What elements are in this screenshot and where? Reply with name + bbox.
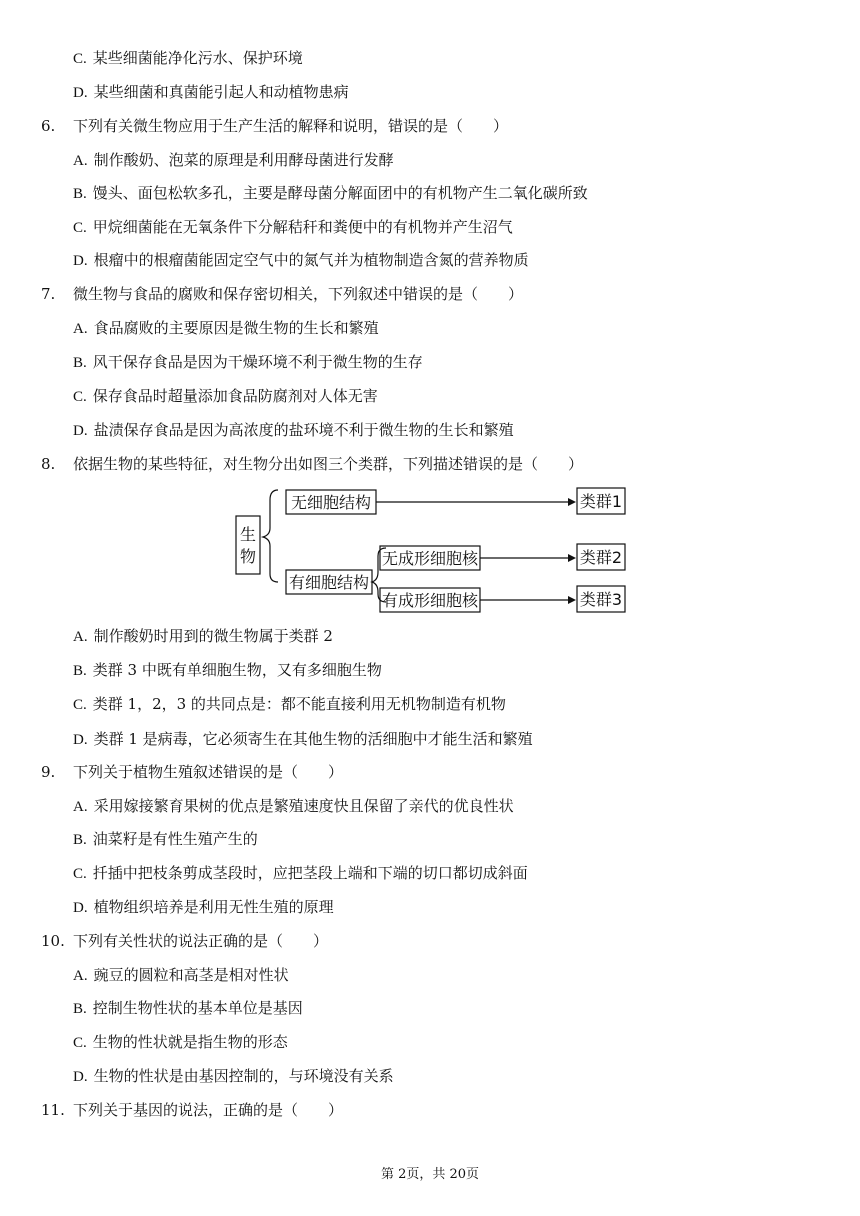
option-line xyxy=(0,48,860,70)
question-number: 10. xyxy=(41,932,65,950)
option-line xyxy=(0,82,860,104)
option xyxy=(73,965,289,986)
root-label-1: 生 xyxy=(239,525,257,544)
option-text: 类群 1 是病毒，它必须寄生在其他生物的活细胞中才能生活和繁殖 xyxy=(93,730,533,748)
option-text: 风干保存食品是因为干燥环境不利于微生物的生存 xyxy=(92,353,423,371)
option-text: 生物的性状是由基因控制的，与环境没有关系 xyxy=(93,1067,394,1085)
option-line xyxy=(0,420,860,442)
option-text: 采用嫁接繁育果树的优点是繁殖速度快且保留了亲代的优良性状 xyxy=(93,797,514,815)
option-line xyxy=(0,998,860,1020)
question-text: 下列关于植物生殖叙述错误的是（ ） xyxy=(73,763,344,781)
option xyxy=(73,150,394,171)
question-line xyxy=(0,1100,860,1122)
option-letter: C. xyxy=(73,389,87,405)
option-letter: D. xyxy=(73,85,88,101)
option xyxy=(73,318,379,339)
group1-label: 类群1 xyxy=(579,492,623,511)
question-number: 8. xyxy=(41,455,56,473)
option-letter: C. xyxy=(73,697,87,713)
option-line xyxy=(0,318,860,340)
option-line xyxy=(0,352,860,374)
option-line xyxy=(0,150,860,172)
option-line xyxy=(0,386,860,408)
option-line xyxy=(0,829,860,851)
option-text: 某些细菌能净化污水、保护环境 xyxy=(92,49,303,67)
option-line xyxy=(0,183,860,205)
no-nucleus-label: 无成形细胞核 xyxy=(381,549,479,568)
question-number: 6. xyxy=(41,117,56,135)
option-text: 类群 1，2，3 的共同点是：都不能直接利用无机物制造有机物 xyxy=(92,695,506,713)
question-number: 11. xyxy=(41,1101,65,1119)
option xyxy=(73,897,334,918)
question-line xyxy=(0,454,860,476)
option-letter: A. xyxy=(73,968,88,984)
option-letter: B. xyxy=(73,186,87,202)
question-line xyxy=(0,762,860,784)
classification-diagram xyxy=(230,482,630,622)
option-text: 甲烷细菌能在无氧条件下分解秸秆和粪便中的有机物并产生沼气 xyxy=(92,218,513,236)
option-letter: A. xyxy=(73,321,88,337)
option-letter: D. xyxy=(73,1069,88,1085)
option-letter: D. xyxy=(73,423,88,439)
option-letter: C. xyxy=(73,51,87,67)
option-letter: C. xyxy=(73,1035,87,1051)
option-line xyxy=(0,694,860,716)
option-line xyxy=(0,863,860,885)
group3-label: 类群3 xyxy=(579,590,623,609)
question-line xyxy=(0,284,860,306)
option-line xyxy=(0,796,860,818)
root-label-2: 物 xyxy=(239,547,257,566)
option xyxy=(73,217,513,238)
option-letter: B. xyxy=(73,663,87,679)
has-nucleus-label: 有成形细胞核 xyxy=(381,591,479,610)
option-line xyxy=(0,660,860,682)
option xyxy=(73,386,378,407)
option-letter: A. xyxy=(73,153,88,169)
option-letter: A. xyxy=(73,629,88,645)
option-text: 根瘤中的根瘤菌能固定空气中的氮气并为植物制造含氮的营养物质 xyxy=(93,251,529,269)
option xyxy=(73,82,349,103)
option-letter: B. xyxy=(73,355,87,371)
has-cell-label: 有细胞结构 xyxy=(288,573,370,592)
option xyxy=(73,829,258,850)
question-text: 下列有关微生物应用于生产生活的解释和说明，错误的是（ ） xyxy=(73,117,509,135)
option xyxy=(73,998,303,1019)
group2-label: 类群2 xyxy=(579,548,623,567)
option xyxy=(73,694,506,715)
page-footer: 第 2页，共 20页 xyxy=(380,1167,480,1182)
question-text: 微生物与食品的腐败和保存密切相关，下列叙述中错误的是（ ） xyxy=(73,285,524,303)
option xyxy=(73,626,333,647)
option-text: 制作酸奶时用到的微生物属于类群 2 xyxy=(93,627,333,645)
option-letter: C. xyxy=(73,866,87,882)
option-letter: D. xyxy=(73,253,88,269)
question-line xyxy=(0,116,860,138)
option-line xyxy=(0,897,860,919)
option-letter: B. xyxy=(73,832,87,848)
option-line xyxy=(0,729,860,751)
option-text: 类群 3 中既有单细胞生物，又有多细胞生物 xyxy=(92,661,382,679)
option xyxy=(73,796,514,817)
option-text: 生物的性状就是指生物的形态 xyxy=(92,1033,288,1051)
option-letter: B. xyxy=(73,1001,87,1017)
option-text: 保存食品时超量添加食品防腐剂对人体无害 xyxy=(92,387,378,405)
no-cell-label: 无细胞结构 xyxy=(290,493,372,512)
question-number: 7. xyxy=(41,285,56,303)
option-text: 控制生物性状的基本单位是基因 xyxy=(92,999,303,1017)
option-line xyxy=(0,217,860,239)
option-line xyxy=(0,626,860,648)
option-text: 馒头、面包松软多孔，主要是酵母菌分解面团中的有机物产生二氧化碳所致 xyxy=(92,184,588,202)
option-line xyxy=(0,1066,860,1088)
option xyxy=(73,660,382,681)
option xyxy=(73,1032,288,1053)
question-text: 依据生物的某些特征，对生物分出如图三个类群，下列描述错误的是（ ） xyxy=(73,455,584,473)
question-number: 9. xyxy=(41,763,56,781)
option-line xyxy=(0,1032,860,1054)
arrow-head-1 xyxy=(568,498,576,506)
option-letter: A. xyxy=(73,799,88,815)
option xyxy=(73,863,528,884)
arrow-head-2 xyxy=(568,554,576,562)
option-text: 油菜籽是有性生殖产生的 xyxy=(92,830,258,848)
option-text: 某些细菌和真菌能引起人和动植物患病 xyxy=(93,83,349,101)
option-line xyxy=(0,965,860,987)
brace-main xyxy=(263,490,278,582)
option-text: 植物组织培养是利用无性生殖的原理 xyxy=(93,898,334,916)
option-letter: C. xyxy=(73,220,87,236)
option-text: 豌豆的圆粒和高茎是相对性状 xyxy=(93,966,289,984)
option-text: 盐渍保存食品是因为高浓度的盐环境不利于微生物的生长和繁殖 xyxy=(93,421,514,439)
option-letter: D. xyxy=(73,732,88,748)
option xyxy=(73,48,303,69)
option xyxy=(73,183,588,204)
option-text: 扦插中把枝条剪成茎段时，应把茎段上端和下端的切口都切成斜面 xyxy=(92,864,528,882)
question-text: 下列关于基因的说法，正确的是（ ） xyxy=(73,1101,344,1119)
option xyxy=(73,420,514,441)
option-line xyxy=(0,250,860,272)
question-line xyxy=(0,931,860,953)
option xyxy=(73,250,529,271)
option-letter: D. xyxy=(73,900,88,916)
option xyxy=(73,1066,394,1087)
arrow-head-3 xyxy=(568,596,576,604)
option xyxy=(73,352,423,373)
option-text: 制作酸奶、泡菜的原理是利用酵母菌进行发酵 xyxy=(93,151,394,169)
option-text: 食品腐败的主要原因是微生物的生长和繁殖 xyxy=(93,319,379,337)
question-text: 下列有关性状的说法正确的是（ ） xyxy=(73,932,329,950)
option xyxy=(73,729,533,750)
